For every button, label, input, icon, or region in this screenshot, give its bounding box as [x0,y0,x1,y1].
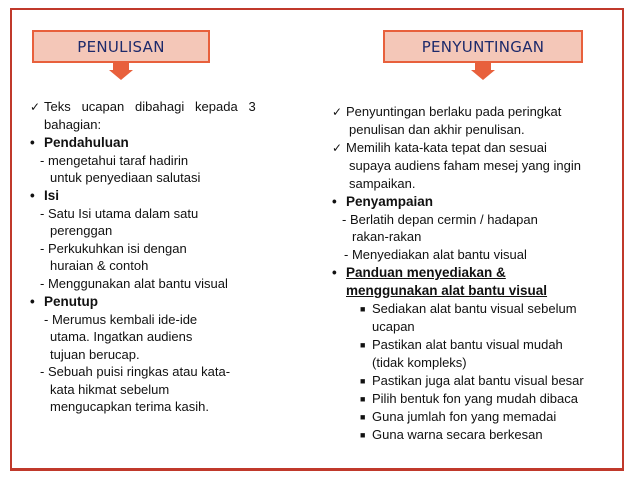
list-item-detail: - Merumus kembali ide-ide [44,312,198,327]
list-item-continuation: sampaikan. [349,176,416,191]
list-item: • Penyampaian [332,194,434,209]
sub-list-item-continuation: (tidak kompleks) [372,355,467,370]
penyuntingan-callout [383,30,583,80]
list-item: • Isi [30,188,60,203]
list-item-detail: perenggan [50,223,113,238]
list-item-detail: - Berlatih depan cermin / hadapan [342,212,538,227]
penyuntingan-arrow-head [471,70,495,80]
list-item-detail: rakan-rakan [352,229,422,244]
list-item-detail: - Menyediakan alat bantu visual [344,247,527,262]
bullet-icon: • [30,135,35,150]
bullet-icon: • [30,294,35,309]
list-item-detail: - Menggunakan alat bantu visual [40,276,228,291]
square-bullet-icon: ■ [360,376,366,386]
list-item-detail: - mengetahui taraf hadirin [40,153,189,168]
list-item-detail: huraian & contoh [50,258,149,273]
list-item-detail: - Perkukuhkan isi dengan [40,241,187,256]
bottom-accent-bar [10,468,624,471]
sub-list-item: ■ Pastikan alat bantu visual mudah [360,337,563,352]
sub-list-item: ■ Pastikan juga alat bantu visual besar [360,373,584,388]
checkmark-icon: ✓ [30,100,41,114]
list-item-continuation: menggunakan alat bantu visual [346,283,548,298]
sub-list-item-continuation: ucapan [372,319,415,334]
square-bullet-icon: ■ [360,394,366,404]
list-item-detail: - Sebuah puisi ringkas atau kata- [40,364,231,379]
list-item: ✓ Memilih kata-kata tepat dan sesuai [332,140,547,155]
bullet-icon: • [332,265,337,280]
list-item: ✓ Teks ucapan dibahagi kepada 3 [30,99,256,114]
list-item-continuation: penulisan dan akhir penulisan. [349,122,525,137]
list-item-detail: utama. Ingatkan audiens [50,329,193,344]
penulisan-callout [32,30,210,80]
bullet-icon: • [332,194,337,209]
list-item: • Pendahuluan [30,135,129,150]
list-item-detail: kata hikmat sebelum [50,382,170,397]
sub-list-item: ■ Sediakan alat bantu visual sebelum [360,301,577,316]
list-item: • Penutup [30,294,98,309]
list-item-detail: mengucapkan terima kasih. [50,399,209,414]
sub-list-item: ■ Guna warna secara berkesan [360,427,543,442]
list-item-detail: untuk penyediaan salutasi [50,170,201,185]
bullet-icon: • [30,188,35,203]
list-item-continuation: supaya audiens faham mesej yang ingin [349,158,581,173]
list-item-detail: - Satu Isi utama dalam satu [40,206,199,221]
list-item-continuation: bahagian: [44,117,102,132]
list-item: ✓ Penyuntingan berlaku pada peringkat [332,104,562,119]
square-bullet-icon: ■ [360,412,366,422]
checkmark-icon: ✓ [332,105,343,119]
list-item: • Panduan menyediakan & [332,265,506,280]
penyuntingan-heading: PENYUNTINGAN [383,30,583,63]
checkmark-icon: ✓ [332,141,343,155]
penulisan-arrow-head [109,70,133,80]
square-bullet-icon: ■ [360,340,366,350]
square-bullet-icon: ■ [360,430,366,440]
penulisan-heading: PENULISAN [32,30,210,63]
sub-list-item: ■ Guna jumlah fon yang memadai [360,409,557,424]
sub-list-item: ■ Pilih bentuk fon yang mudah dibaca [360,391,578,406]
list-item-detail: tujuan berucap. [50,347,140,362]
square-bullet-icon: ■ [360,304,366,314]
